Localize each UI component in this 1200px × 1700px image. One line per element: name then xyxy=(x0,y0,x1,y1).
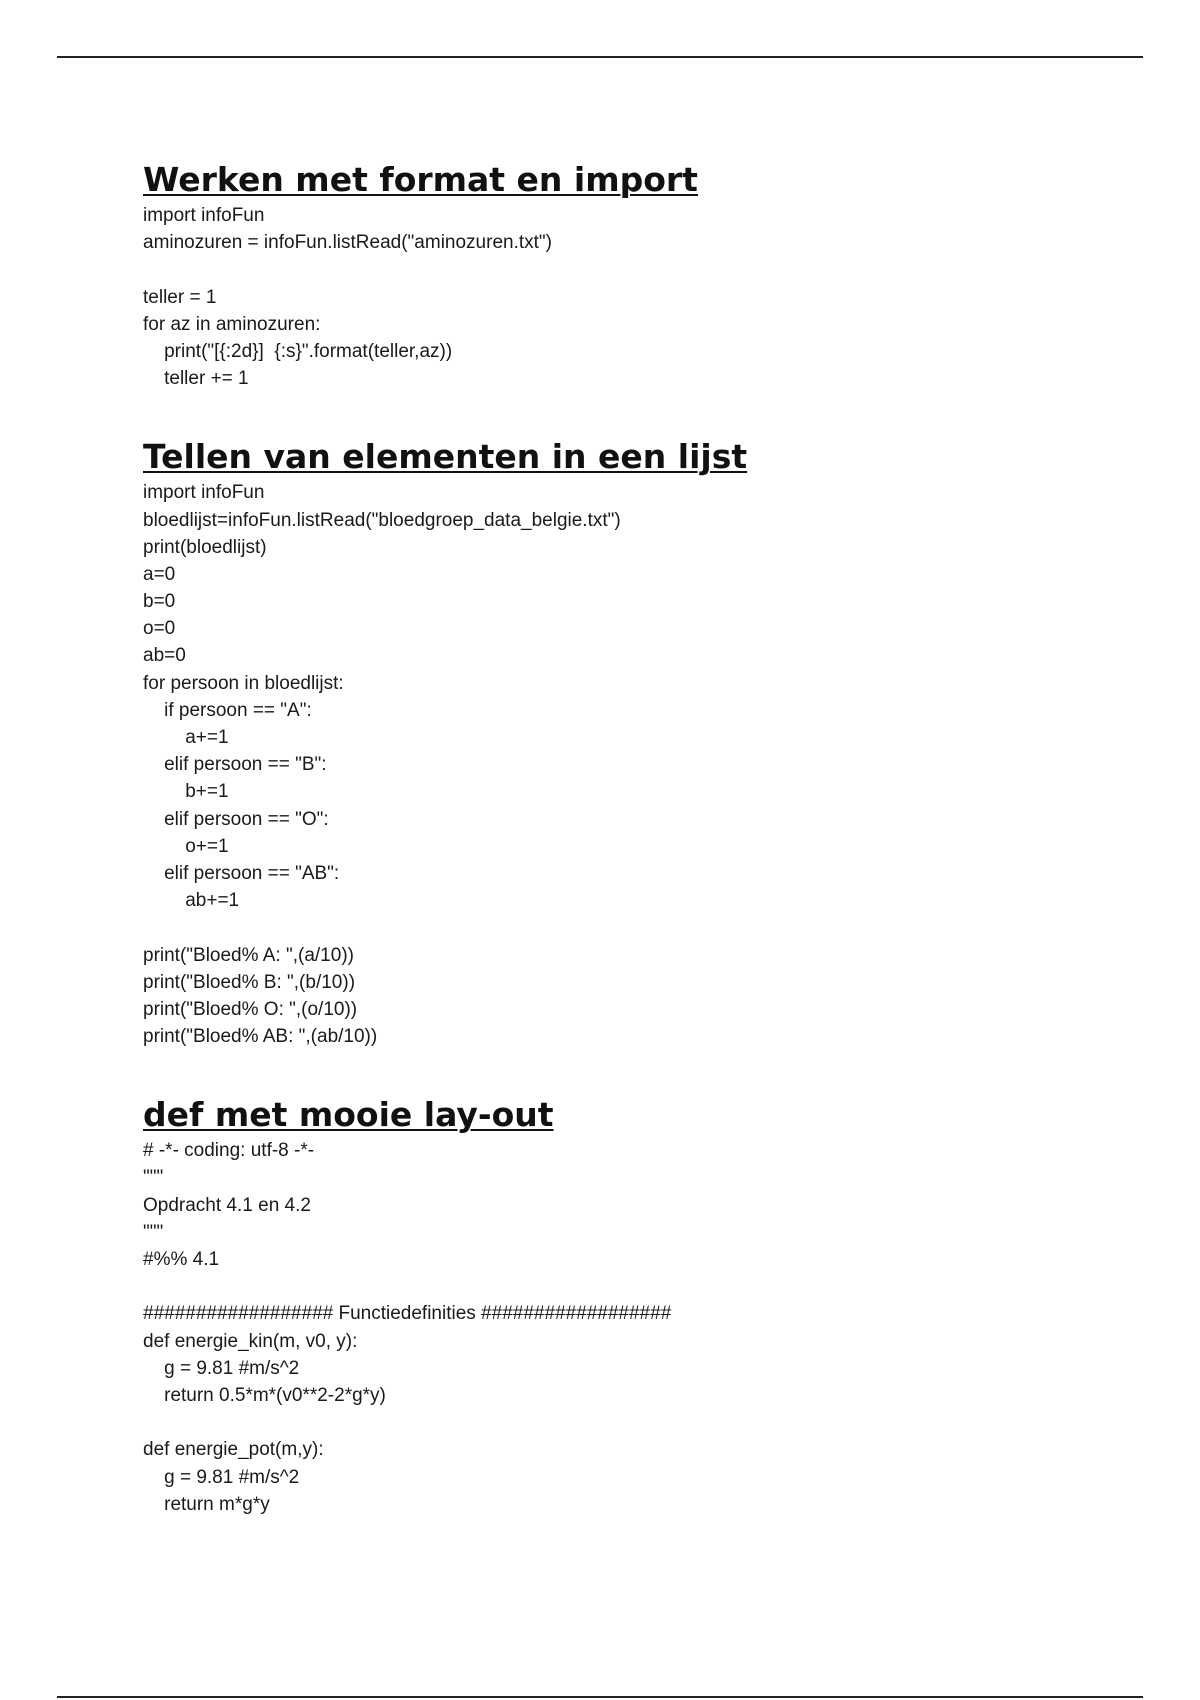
code-line: def energie_kin(m, v0, y): xyxy=(143,1330,358,1352)
code-block xyxy=(143,479,1103,1050)
top-rule xyxy=(57,56,1143,58)
code-line: teller = 1 xyxy=(143,286,217,308)
code-line: print("Bloed% A: ",(a/10)) xyxy=(143,944,354,966)
code-line xyxy=(143,1409,1103,1436)
code-line: for az in aminozuren: xyxy=(143,313,321,335)
code-line: o=0 xyxy=(143,618,176,640)
code-block xyxy=(143,1137,1103,1518)
section-heading: Werken met format en import xyxy=(143,160,698,199)
code-line: a=0 xyxy=(143,563,176,585)
code-line: def energie_pot(m,y): xyxy=(143,1439,324,1461)
code-line: o+=1 xyxy=(143,835,229,857)
code-line: print("Bloed% AB: ",(ab/10)) xyxy=(143,1026,378,1048)
code-line xyxy=(143,256,1103,283)
code-line: #%% 4.1 xyxy=(143,1249,220,1270)
code-line xyxy=(143,914,1103,941)
code-line: elif persoon == "B": xyxy=(143,754,327,776)
code-line: g = 9.81 #m/s^2 xyxy=(143,1466,300,1488)
code-line: teller += 1 xyxy=(143,368,249,390)
code-line: b=0 xyxy=(143,591,176,613)
code-line: import infoFun xyxy=(143,205,265,226)
code-line: ab+=1 xyxy=(143,890,240,912)
code-line: import infoFun xyxy=(143,482,265,504)
code-line: """ xyxy=(143,1221,164,1243)
code-line: print("[{:2d}] {:s}".format(teller,az)) xyxy=(143,340,453,362)
code-line: b+=1 xyxy=(143,781,229,803)
section-def-layout xyxy=(143,1095,1103,1518)
code-line xyxy=(143,1273,1103,1300)
code-line: return m*g*y xyxy=(143,1493,270,1515)
code-line: elif persoon == "AB": xyxy=(143,862,340,884)
code-line: Opdracht 4.1 en 4.2 xyxy=(143,1194,311,1216)
code-line: ################## Functiedefinities ################## xyxy=(143,1303,672,1325)
code-line: print("Bloed% O: ",(o/10)) xyxy=(143,998,358,1020)
code-line: bloedlijst=infoFun.listRead("bloedgroep_data_belgie.txt") xyxy=(143,509,621,531)
section-heading: Tellen van elementen in een lijst xyxy=(143,437,748,477)
code-line: # -*- coding: utf-8 -*- xyxy=(143,1140,315,1162)
section-heading: def met mooie lay-out xyxy=(143,1095,554,1135)
code-line: g = 9.81 #m/s^2 xyxy=(143,1357,300,1379)
code-line: elif persoon == "O": xyxy=(143,808,329,830)
code-line: if persoon == "A": xyxy=(143,699,312,721)
code-line: """ xyxy=(143,1167,164,1189)
code-block xyxy=(143,202,1103,392)
code-line: aminozuren = infoFun.listRead("aminozuren.txt") xyxy=(143,232,552,254)
bottom-rule xyxy=(57,1696,1143,1698)
section-format-import xyxy=(143,160,1103,437)
code-line: ab=0 xyxy=(143,645,186,667)
document-body xyxy=(143,160,1103,1518)
section-tellen-elementen xyxy=(143,437,1103,1095)
code-line: for persoon in bloedlijst: xyxy=(143,672,344,694)
code-line: a+=1 xyxy=(143,727,229,748)
code-line: print(bloedlijst) xyxy=(143,536,267,558)
code-line: print("Bloed% B: ",(b/10)) xyxy=(143,971,356,993)
code-line: return 0.5*m*(v0**2-2*g*y) xyxy=(143,1384,386,1406)
